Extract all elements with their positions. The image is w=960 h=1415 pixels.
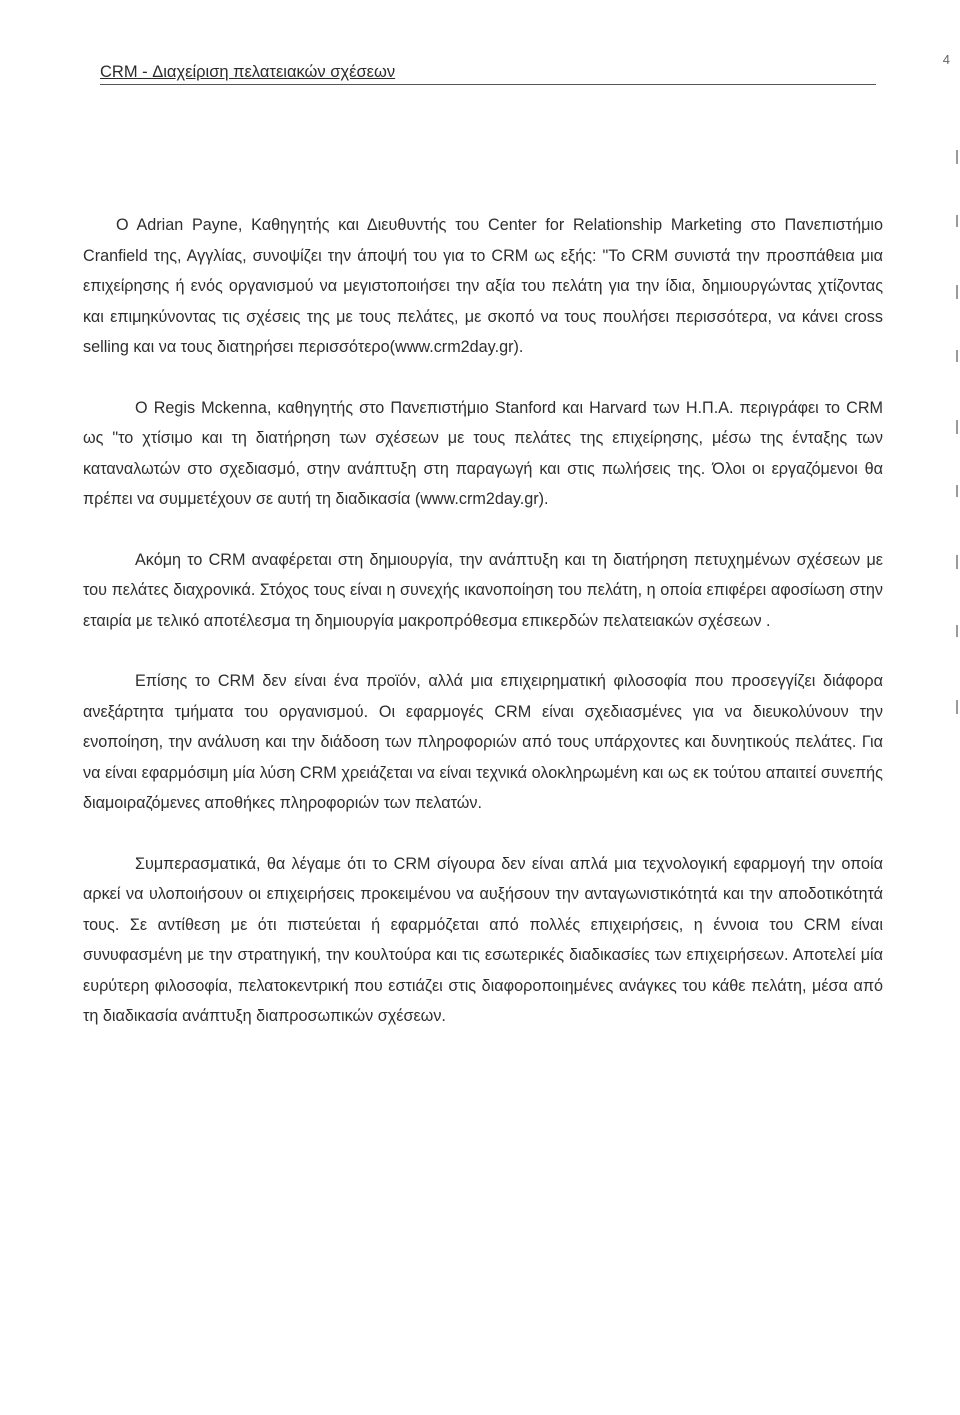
page-marker: 4 (942, 52, 950, 67)
paragraph-philosophy: Επίσης το CRM δεν είναι ένα προϊόν, αλλά μια επιχειρηματική φιλοσοφία που προσεγγίζει διάφορα ανεξάρτητα τμήματα του οργανισμού. Οι εφαρμογές CRM είναι σχεδιασμένες για να διευκολύνουν την ενοποίηση, την ανάλυση και την διάδοση των πληροφοριών από τους υπάρχοντες και δυνητικούς πελάτες. Για να είναι εφαρμόσιμη μία λύση CRM χρειάζεται να είναι τεχνικά ολοκληρωμένη και ως εκ τούτου απαιτεί συνεπής διαμοιραζόμενες αποθήκες πληροφοριών των πελατών. (83, 672, 883, 812)
paragraph-payne: O Adrian Payne, Καθηγητής και Διευθυντής του Center for Relationship Marketing στο Πανεπιστήμιο Cranfield της, Αγγλίας, συνοψίζει την άποψή του για το CRM ως εξής: "Το CRM συνιστά την προσπάθεια μια επιχείρησης ή ενός οργανισμού να μεγιστοποιήσει την αξία του πελάτη για την ίδια, δημιουργώντας χτίζοντας και επιμηκύνοντας τις σχέσεις της με τους πελάτες, με σκοπό να τους πουλήσει περισσότερα, να κάνει cross selling και να τους διατηρήσει περισσότερο(www.crm2day.gr). (83, 216, 883, 356)
edge-tick (956, 215, 958, 227)
edge-tick (956, 555, 958, 569)
paragraph-conclusion: Συμπερασματικά, θα λέγαμε ότι το CRM σίγουρα δεν είναι απλά μια τεχνολογική εφαρμογή την οποία αρκεί να υλοποιήσουν οι επιχειρήσεις προκειμένου να αυξήσουν την ανταγωνιστικότητά και την αποδοτικότητά τους. Σε αντίθεση με ότι πιστεύεται ή εφαρμόζεται από πολλές επιχειρήσεις, η έννοια του CRM είναι συνυφασμένη με την στρατηγική, την κουλτούρα και τις εσωτερικές διαδικασίες των επιχειρήσεων. Αποτελεί μία ευρύτερη φιλοσοφία, πελατοκεντρική που εστιάζει στις διαφοροποιημένες ανάγκες του κάθε πελάτη, μέσα από τη διαδικασία ανάπτυξη διαπροσωπικών σχέσεων. (83, 854, 883, 1025)
paragraph-relationships: Ακόμη το CRM αναφέρεται στη δημιουργία, την ανάπτυξη και τη διατήρηση πετυχημένων σχέσεων με του πελάτες διαχρονικά. Στόχος τους είναι η συνεχής ικανοποίηση του πελάτη, η οποία επιφέρει αφοσίωση στην εταιρία με τελικό αποτέλεσμα τη δημιουργία μακροπρόθεσμα επικερδών πελατειακών σχέσεων . (83, 550, 883, 630)
edge-tick (956, 420, 958, 434)
body-text (83, 210, 883, 1062)
edge-tick (956, 350, 958, 362)
edge-tick (956, 150, 958, 164)
paragraph-mckenna: Ο Regis Mckenna, καθηγητής στο Πανεπιστήμιο Stanford και Harvard των Η.Π.Α. περιγράφει το CRM ως "το χτίσιμο και τη διατήρηση των σχέσεων με τους πελάτες της επιχείρησης, μέσω της ένταξης των καταναλωτών στο σχεδιασμό, στην ανάπτυξη στη παραγωγή και στις πωλήσεις της. Όλοι οι εργαζόμενοι θα πρέπει να συμμετέχουν σε αυτή τη διαδικασία (www.crm2day.gr). (83, 398, 883, 508)
edge-tick (956, 700, 958, 714)
running-header (100, 62, 876, 85)
binding-edge-marks (946, 0, 960, 1415)
edge-tick (956, 485, 958, 497)
header-title: CRM - Διαχείριση πελατειακών σχέσεων (100, 63, 396, 81)
edge-tick (956, 285, 958, 299)
edge-tick (956, 625, 958, 637)
